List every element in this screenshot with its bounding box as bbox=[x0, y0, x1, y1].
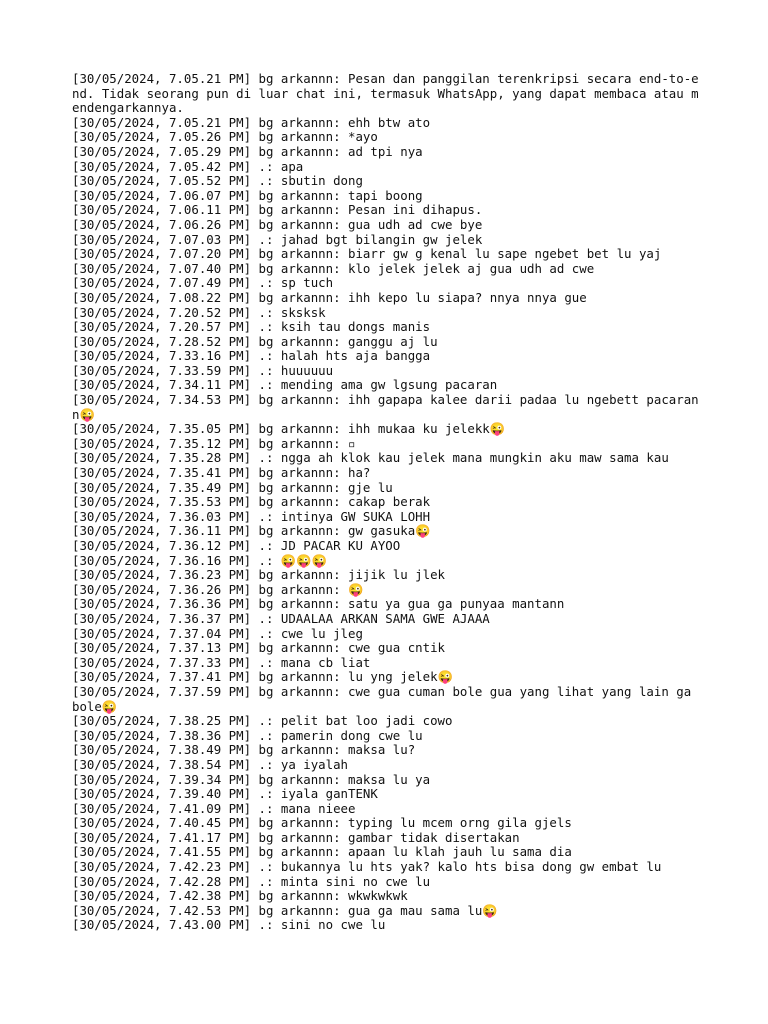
chat-message-line: [30/05/2024, 7.36.12 PM] .: JD PACAR KU AYOO bbox=[72, 538, 401, 553]
chat-message-line: [30/05/2024, 7.35.28 PM] .: ngga ah klok kau jelek mana mungkin aku maw sama kau bbox=[72, 450, 669, 466]
chat-message-line: [30/05/2024, 7.07.20 PM] bg arkannn: biarr gw g kenal lu sape ngebet bet lu yaj bbox=[72, 246, 662, 262]
chat-message-line: [30/05/2024, 7.36.36 PM] bg arkannn: satu ya gua ga punyaa mantann bbox=[72, 596, 565, 612]
chat-message-line: [30/05/2024, 7.36.03 PM] .: intinya GW SUKA LOHH bbox=[72, 508, 431, 524]
chat-message-line: [30/05/2024, 7.05.21 PM] bg arkannn: ehh btw ato bbox=[72, 114, 431, 130]
chat-message-line: [30/05/2024, 7.40.45 PM] bg arkannn: typing lu mcem orng gila gjels bbox=[72, 815, 572, 831]
chat-message-line: [30/05/2024, 7.07.49 PM] .: sp tuch bbox=[72, 275, 334, 291]
chat-message-line: [30/05/2024, 7.39.34 PM] bg arkannn: maksa lu ya bbox=[72, 771, 431, 787]
chat-message-line: [30/05/2024, 7.35.05 PM] bg arkannn: ihh mukaa ku jelekk😜 bbox=[72, 421, 506, 437]
chat-message-line: [30/05/2024, 7.20.57 PM] .: ksih tau dongs manis bbox=[72, 319, 431, 335]
chat-message-line: [30/05/2024, 7.41.09 PM] .: mana nieee bbox=[72, 800, 356, 816]
chat-message-line: [30/05/2024, 7.38.54 PM] .: ya iyalah bbox=[72, 756, 349, 772]
chat-message-line: [30/05/2024, 7.35.53 PM] bg arkannn: cakap berak bbox=[72, 494, 431, 510]
chat-message-line: [30/05/2024, 7.36.16 PM] .: 😜😜😜 bbox=[72, 552, 328, 568]
chat-message-line: [30/05/2024, 7.36.37 PM] .: UDAALAA ARKAN SAMA GWE AJAAA bbox=[72, 610, 490, 626]
chat-message-line: [30/05/2024, 7.43.00 PM] .: sini no cwe lu bbox=[72, 917, 386, 933]
chat-message-line: [30/05/2024, 7.36.23 PM] bg arkannn: jijik lu jlek bbox=[72, 567, 445, 583]
chat-message-line: [30/05/2024, 7.06.11 PM] bg arkannn: Pesan ini dihapus. bbox=[72, 202, 483, 218]
chat-message-line: [30/05/2024, 7.41.17 PM] bg arkannn: gambar tidak disertakan bbox=[72, 829, 520, 845]
chat-message-line: [30/05/2024, 7.07.03 PM] .: jahad bgt bilangin gw jelek bbox=[72, 231, 483, 247]
chat-message-line: [30/05/2024, 7.42.38 PM] bg arkannn: wkwkwkwk bbox=[72, 888, 408, 904]
chat-message-line: [30/05/2024, 7.05.26 PM] bg arkannn: *ayo bbox=[72, 129, 378, 145]
chat-message-line: [30/05/2024, 7.05.21 PM] bg arkannn: Pesan dan panggilan terenkripsi secara end-to-end. Tidak seorang pun di luar chat ini, termasuk WhatsApp, yang dapat membaca atau mendengarkannya. bbox=[72, 71, 699, 116]
chat-message-line: [30/05/2024, 7.34.11 PM] .: mending ama gw lgsung pacaran bbox=[72, 377, 498, 393]
chat-message-line: [30/05/2024, 7.36.11 PM] bg arkannn: gw gasuka😜 bbox=[72, 523, 431, 539]
chat-message-line: [30/05/2024, 7.05.42 PM] .: apa bbox=[72, 158, 304, 174]
chat-message-line: [30/05/2024, 7.38.49 PM] bg arkannn: maksa lu? bbox=[72, 742, 416, 758]
chat-message-line: [30/05/2024, 7.36.26 PM] bg arkannn: 😜 bbox=[72, 581, 364, 597]
chat-message-line: [30/05/2024, 7.33.16 PM] .: halah hts aja bangga bbox=[72, 348, 431, 364]
chat-message-line: [30/05/2024, 7.07.40 PM] bg arkannn: klo jelek jelek aj gua udh ad cwe bbox=[72, 260, 595, 276]
chat-message-line: [30/05/2024, 7.06.26 PM] bg arkannn: gua udh ad cwe bye bbox=[72, 216, 483, 232]
chat-message-line: [30/05/2024, 7.37.59 PM] bg arkannn: cwe gua cuman bole gua yang lihat yang lain ga bole😜 bbox=[72, 683, 699, 714]
chat-message-line: [30/05/2024, 7.28.52 PM] bg arkannn: ganggu aj lu bbox=[72, 333, 438, 349]
chat-message-line: [30/05/2024, 7.05.29 PM] bg arkannn: ad tpi nya bbox=[72, 143, 423, 159]
chat-message-line: [30/05/2024, 7.37.13 PM] bg arkannn: cwe gua cntik bbox=[72, 640, 445, 656]
chat-message-line: [30/05/2024, 7.38.36 PM] .: pamerin dong cwe lu bbox=[72, 727, 423, 743]
chat-log-document bbox=[72, 72, 700, 933]
chat-message-line: [30/05/2024, 7.38.25 PM] .: pelit bat loo jadi cowo bbox=[72, 713, 453, 729]
chat-message-line: [30/05/2024, 7.35.49 PM] bg arkannn: gje lu bbox=[72, 479, 393, 495]
chat-message-line: [30/05/2024, 7.37.04 PM] .: cwe lu jleg bbox=[72, 625, 363, 641]
chat-message-line: [30/05/2024, 7.42.53 PM] bg arkannn: gua ga mau sama lu😜 bbox=[72, 902, 498, 918]
chat-message-line: [30/05/2024, 7.42.28 PM] .: minta sini no cwe lu bbox=[72, 873, 431, 889]
chat-message-line: [30/05/2024, 7.35.12 PM] bg arkannn: ▫ bbox=[72, 435, 356, 451]
chat-message-line: [30/05/2024, 7.42.23 PM] .: bukannya lu hts yak? kalo hts bisa dong gw embat lu bbox=[72, 859, 662, 875]
chat-message-line: [30/05/2024, 7.37.41 PM] bg arkannn: lu yng jelek😜 bbox=[72, 669, 453, 685]
chat-message-line: [30/05/2024, 7.33.59 PM] .: huuuuuu bbox=[72, 362, 334, 378]
chat-message-line: [30/05/2024, 7.37.33 PM] .: mana cb liat bbox=[72, 654, 371, 670]
chat-message-line: [30/05/2024, 7.35.41 PM] bg arkannn: ha? bbox=[72, 465, 371, 481]
chat-message-line: [30/05/2024, 7.39.40 PM] .: iyala ganTENK bbox=[72, 786, 378, 802]
chat-message-line: [30/05/2024, 7.20.52 PM] .: sksksk bbox=[72, 304, 326, 320]
chat-message-line: [30/05/2024, 7.08.22 PM] bg arkannn: ihh kepo lu siapa? nnya nnya gue bbox=[72, 289, 587, 305]
chat-message-line: [30/05/2024, 7.06.07 PM] bg arkannn: tapi boong bbox=[72, 187, 423, 203]
chat-message-line: [30/05/2024, 7.05.52 PM] .: sbutin dong bbox=[72, 173, 363, 189]
chat-message-line: [30/05/2024, 7.41.55 PM] bg arkannn: apaan lu klah jauh lu sama dia bbox=[72, 844, 572, 860]
chat-message-line: [30/05/2024, 7.34.53 PM] bg arkannn: ihh gapapa kalee darii padaa lu ngebett pacarann😜 bbox=[72, 392, 699, 422]
